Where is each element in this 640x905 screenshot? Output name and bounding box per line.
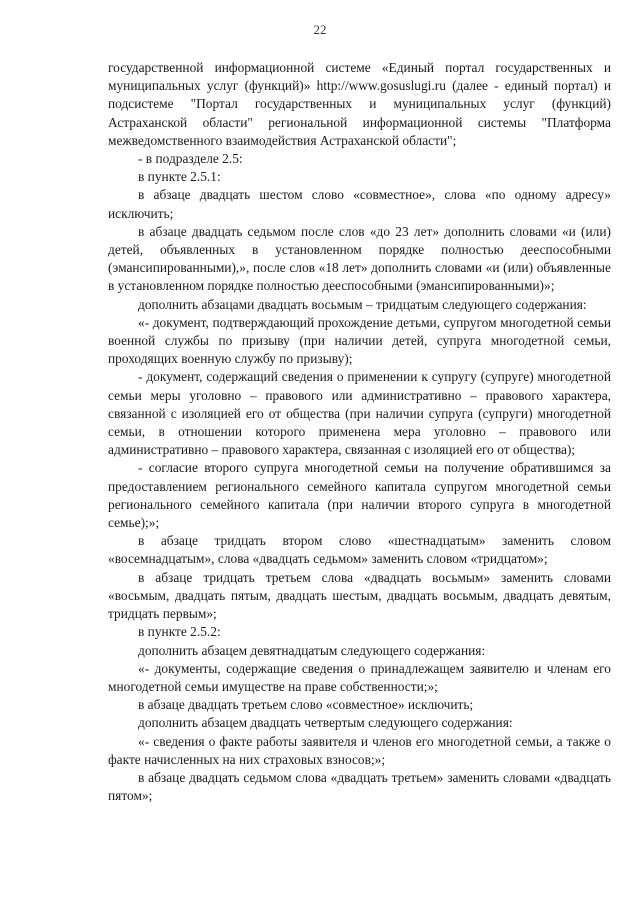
paragraph-property-docs: «- документы, содержащие сведения о принадлежащем заявителю и членам его многодетной семьи имуществе на праве собственности;»;	[108, 660, 611, 694]
paragraph-abzac-33: в абзаце тридцать третьем слова «двадцать восьмым» заменить словами «восьмым, двадцать пятым, двадцать шестым, двадцать восьмым, двадцать девятым, тридцать первым»;	[108, 569, 611, 622]
paragraph-abzac-23: в абзаце двадцать третьем слово «совместное» исключить;	[138, 697, 474, 713]
paragraph-add-abzac-24: дополнить абзацем двадцать четвертым следующего содержания:	[138, 715, 513, 731]
paragraph-intro-continuation: государственной информационной системе «Единый портал государственных и муниципальных услуг (функций)» http://www.gosuslugi.ru (далее - единый портал) и подсистеме "Портал государственных и муниципальных услуг (функций) Астраханской области" региональной информационной системы "Платформа межведомственного взаимодействия Астраханской области";	[108, 60, 611, 148]
paragraph-subsection-2-5: - в подразделе 2.5:	[138, 151, 243, 167]
paragraph-point-2-5-2: в пункте 2.5.2:	[138, 624, 221, 640]
paragraph-point-2-5-1: в пункте 2.5.1:	[138, 169, 221, 185]
page-number: 22	[313, 22, 327, 37]
document-body	[108, 59, 611, 805]
paragraph-abzac-26: в абзаце двадцать шестом слово «совместное», слова «по одному адресу» исключить;	[108, 187, 611, 221]
paragraph-add-abzac-19: дополнить абзацем девятнадцатым следующего содержания:	[138, 642, 486, 658]
paragraph-abzac-32: в абзаце тридцать втором слово «шестнадцатым» заменить словом «восемнадцатым», слова «двадцать седьмом» заменить словом «тридцатом»;	[108, 533, 611, 567]
paragraph-criminal-measure-doc: - документ, содержащий сведения о применении к супругу (супруге) многодетной семьи меры уголовно – правового или административно – правового характера, связанной с изоляцией его от общества (при наличии супруга (супруги) многодетной семьи, в отношении которого применена мера уголовно – правового или административно – правового характера, связанная с изоляцией его от общества);	[108, 369, 611, 458]
paragraph-abzac-27-replace: в абзаце двадцать седьмом слова «двадцать третьем» заменить словами «двадцать пятом»;	[108, 769, 611, 804]
paragraph-add-abzacs-28-30: дополнить абзацами двадцать восьмым – тридцатым следующего содержания:	[138, 296, 587, 312]
paragraph-military-service-doc: «- документ, подтверждающий прохождение детьми, супругом многодетной семьи военной службы по призыву (при наличии детей, супруга многодетной семьи, проходящих военную службу по призыву);	[108, 314, 611, 367]
paragraph-second-spouse-consent: - согласие второго супруга многодетной семьи на получение обратившимся за предоставлением регионального семейного капитала супругом многодетной семьи регионального семейного капитала (при наличии второго супруга в многодетной семье);»;	[108, 460, 611, 531]
paragraph-employment-info: «- сведения о факте работы заявителя и членов его многодетной семьи, а также о факте начисленных на них страховых взносов;»;	[108, 733, 611, 767]
paragraph-abzac-27: в абзаце двадцать седьмом после слов «до 23 лет» дополнить словами «и (или) детей, объявленных в установленном порядке полностью дееспособными (эмансипированными),», после слов «18 лет» дополнить словами «и (или) объявленные в установленном порядке полностью дееспособными (эмансипированными)»;	[108, 223, 611, 294]
